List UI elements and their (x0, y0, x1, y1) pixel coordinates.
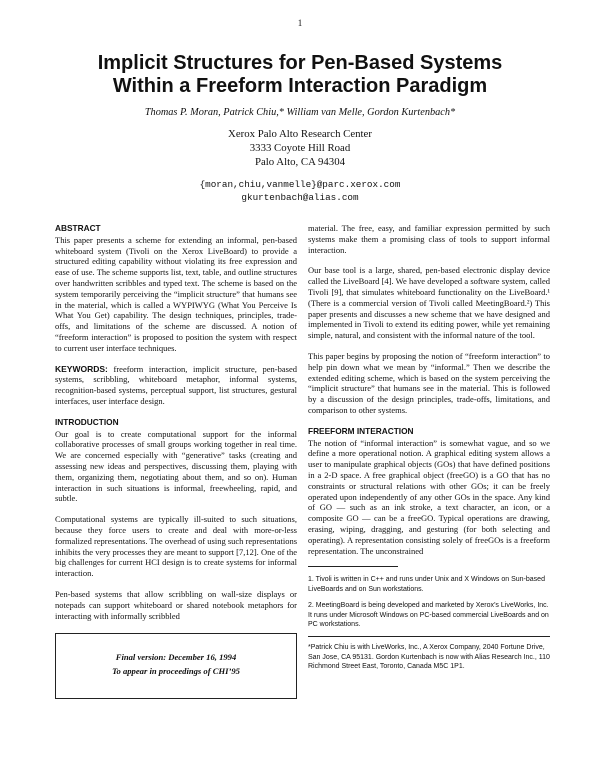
correspondence-rule (308, 636, 550, 637)
correspondence-note: *Patrick Chiu is with LiveWorks, Inc., A Xerox Company, 2040 Fortune Drive, San Jose, CA 95131. Gordon Kurtenbach is now with Alias Research Inc., 110 Richmond Street East, Toronto, Canada M5C 1P1. (308, 644, 550, 671)
right-paragraph-2: Our base tool is a large, shared, pen-based electronic display device called the LiveBoard [4]. We have developed a software system, called Tivoli [9], that simulates whiteboard functionality on the LiveBoard.¹ (There is a commercial version of Tivoli called MeetingBoard.²) This paper presents and discusses a new scheme that we have designed and implemented in Tivoli to extend its editing power, while yet remaining simple, natural, and consistent with the informal nature of the tool. (308, 265, 550, 341)
affiliation-city: Palo Alto, CA 94304 (255, 156, 345, 168)
author-emails (0, 178, 600, 204)
freeform-interaction-heading: FREEFORM INTERACTION (308, 425, 414, 436)
affiliation-street: 3333 Coyote Hill Road (249, 142, 351, 154)
keywords-text: freeform interaction, implicit structure, pen-based systems, scribbling, whiteboard metaphor, informal systems, recognition-based systems, perceptual support, list structures, gestural interfaces, user interface design. (55, 363, 297, 406)
title-line-1: Implicit Structures for Pen-Based Systems (97, 52, 503, 74)
keywords-label: KEYWORDS: (55, 363, 108, 374)
footnote-2: 2. MeetingBoard is being developed and marketed by Xerox’s LiveWorks, Inc. It runs under Microsoft Windows on PC-based commercial LiveBoards and on PC workstations. (308, 602, 549, 628)
paper-title (40, 52, 560, 98)
freeform-paragraph: The notion of “informal interaction” is somewhat vague, and so we define a more operational notion. A graphical editing system allows a user to manipulate graphical objects (GOs) that have defined positions in a 2-D space. A free graphical object (freeGO) is a GO that has no constraints or structural relations with other GOs; it can be freely operated upon independently of any other GOs in the space. Any kind of GO — such as an ink stroke, a text character, an icon, or a composite GO — can be a freeGO. Typical operations are drawing, erasing, wiping, dragging, and gesturing (for both selecting and operating). A representation consisting solely of freeGOs is a freeform representation. The unconstrained (308, 437, 550, 556)
right-paragraph-3: This paper begins by proposing the notion of “freeform interaction” to help pin down what we mean by “informal.” Then we describe the extended editing scheme, which is based on the system perceiving the “implicit structure” that humans see in the material. This is followed by a discussion of the design principles, trade-offs, limitations, and comparison to other systems. (308, 350, 550, 415)
proceedings-note: To appear in proceedings of CHI’95 (112, 666, 240, 677)
title-line-2: Within a Freeform Interaction Paradigm (112, 75, 488, 97)
email-line-2: gkurtenbach@alias.com (241, 192, 359, 203)
email-line-1: {moran,chiu,vanmelle}@parc.xerox.com (199, 179, 401, 190)
final-version-box (55, 633, 297, 699)
author-list: Thomas P. Moran, Patrick Chiu,* William van Melle, Gordon Kurtenbach* (144, 107, 456, 118)
right-column (308, 223, 550, 679)
intro-paragraph-1: Our goal is to create computational support for the informal collaborative processes of small groups working together in real time. We are concerned especially with “generative” tasks (creating and assessing new ideas and perspectives, discussing them, playing with them, organizing them, negotiating about them, and so on). Human interaction in such situations is informal, freewheeling, rapid, and subtle. (55, 428, 297, 504)
intro-paragraph-3: Pen-based systems that allow scribbling on wall-size displays or notepads can support whiteboard or shared notebook metaphors for interacting with informally scribbled (55, 588, 297, 621)
footnote-rule (308, 566, 398, 567)
left-column (55, 223, 297, 699)
affiliation-org: Xerox Palo Alto Research Center (228, 128, 372, 140)
footnote-1: 1. Tivoli is written in C++ and runs under Unix and X Windows on Sun-based LiveBoards and on Sun workstations. (308, 576, 545, 593)
introduction-heading: INTRODUCTION (55, 416, 119, 427)
abstract-text: This paper presents a scheme for extending an informal, pen-based whiteboard system (Tivoli on the Xerox LiveBoard) to provide a structured editing capability without violating its free expression and ease of use. The scheme supports list, text, table, and outline structures over handwritten scribbles and typed text. The scheme is based on the system temporarily perceiving the “implicit structure” that humans see in the material, which is called a WYPIWYG (What You Perceive Is What You Get) capability. The design techniques, principles, trade-offs, and limitations of the scheme are discussed. A notion of “freeform interaction” is proposed to position the system with respect to current user interface techniques. (55, 234, 297, 353)
final-version-date: Final version: December 16, 1994 (115, 652, 237, 663)
keywords-paragraph (55, 364, 297, 407)
intro-paragraph-2: Computational systems are typically ill-suited to such situations, because they force users to create and deal with more-or-less formalized representations. The overhead of using such representations inhibits the very processes they are meant to support [7,12]. One of the big challenges for current HCI design is to create systems for informal interaction. (55, 514, 298, 579)
affiliation (0, 127, 600, 169)
right-paragraph-1: material. The free, easy, and familiar expression permitted by such systems make them a promising class of tools to support informal interaction. (308, 223, 550, 255)
abstract-heading: ABSTRACT (55, 223, 101, 233)
page-number: 1 (297, 18, 303, 28)
